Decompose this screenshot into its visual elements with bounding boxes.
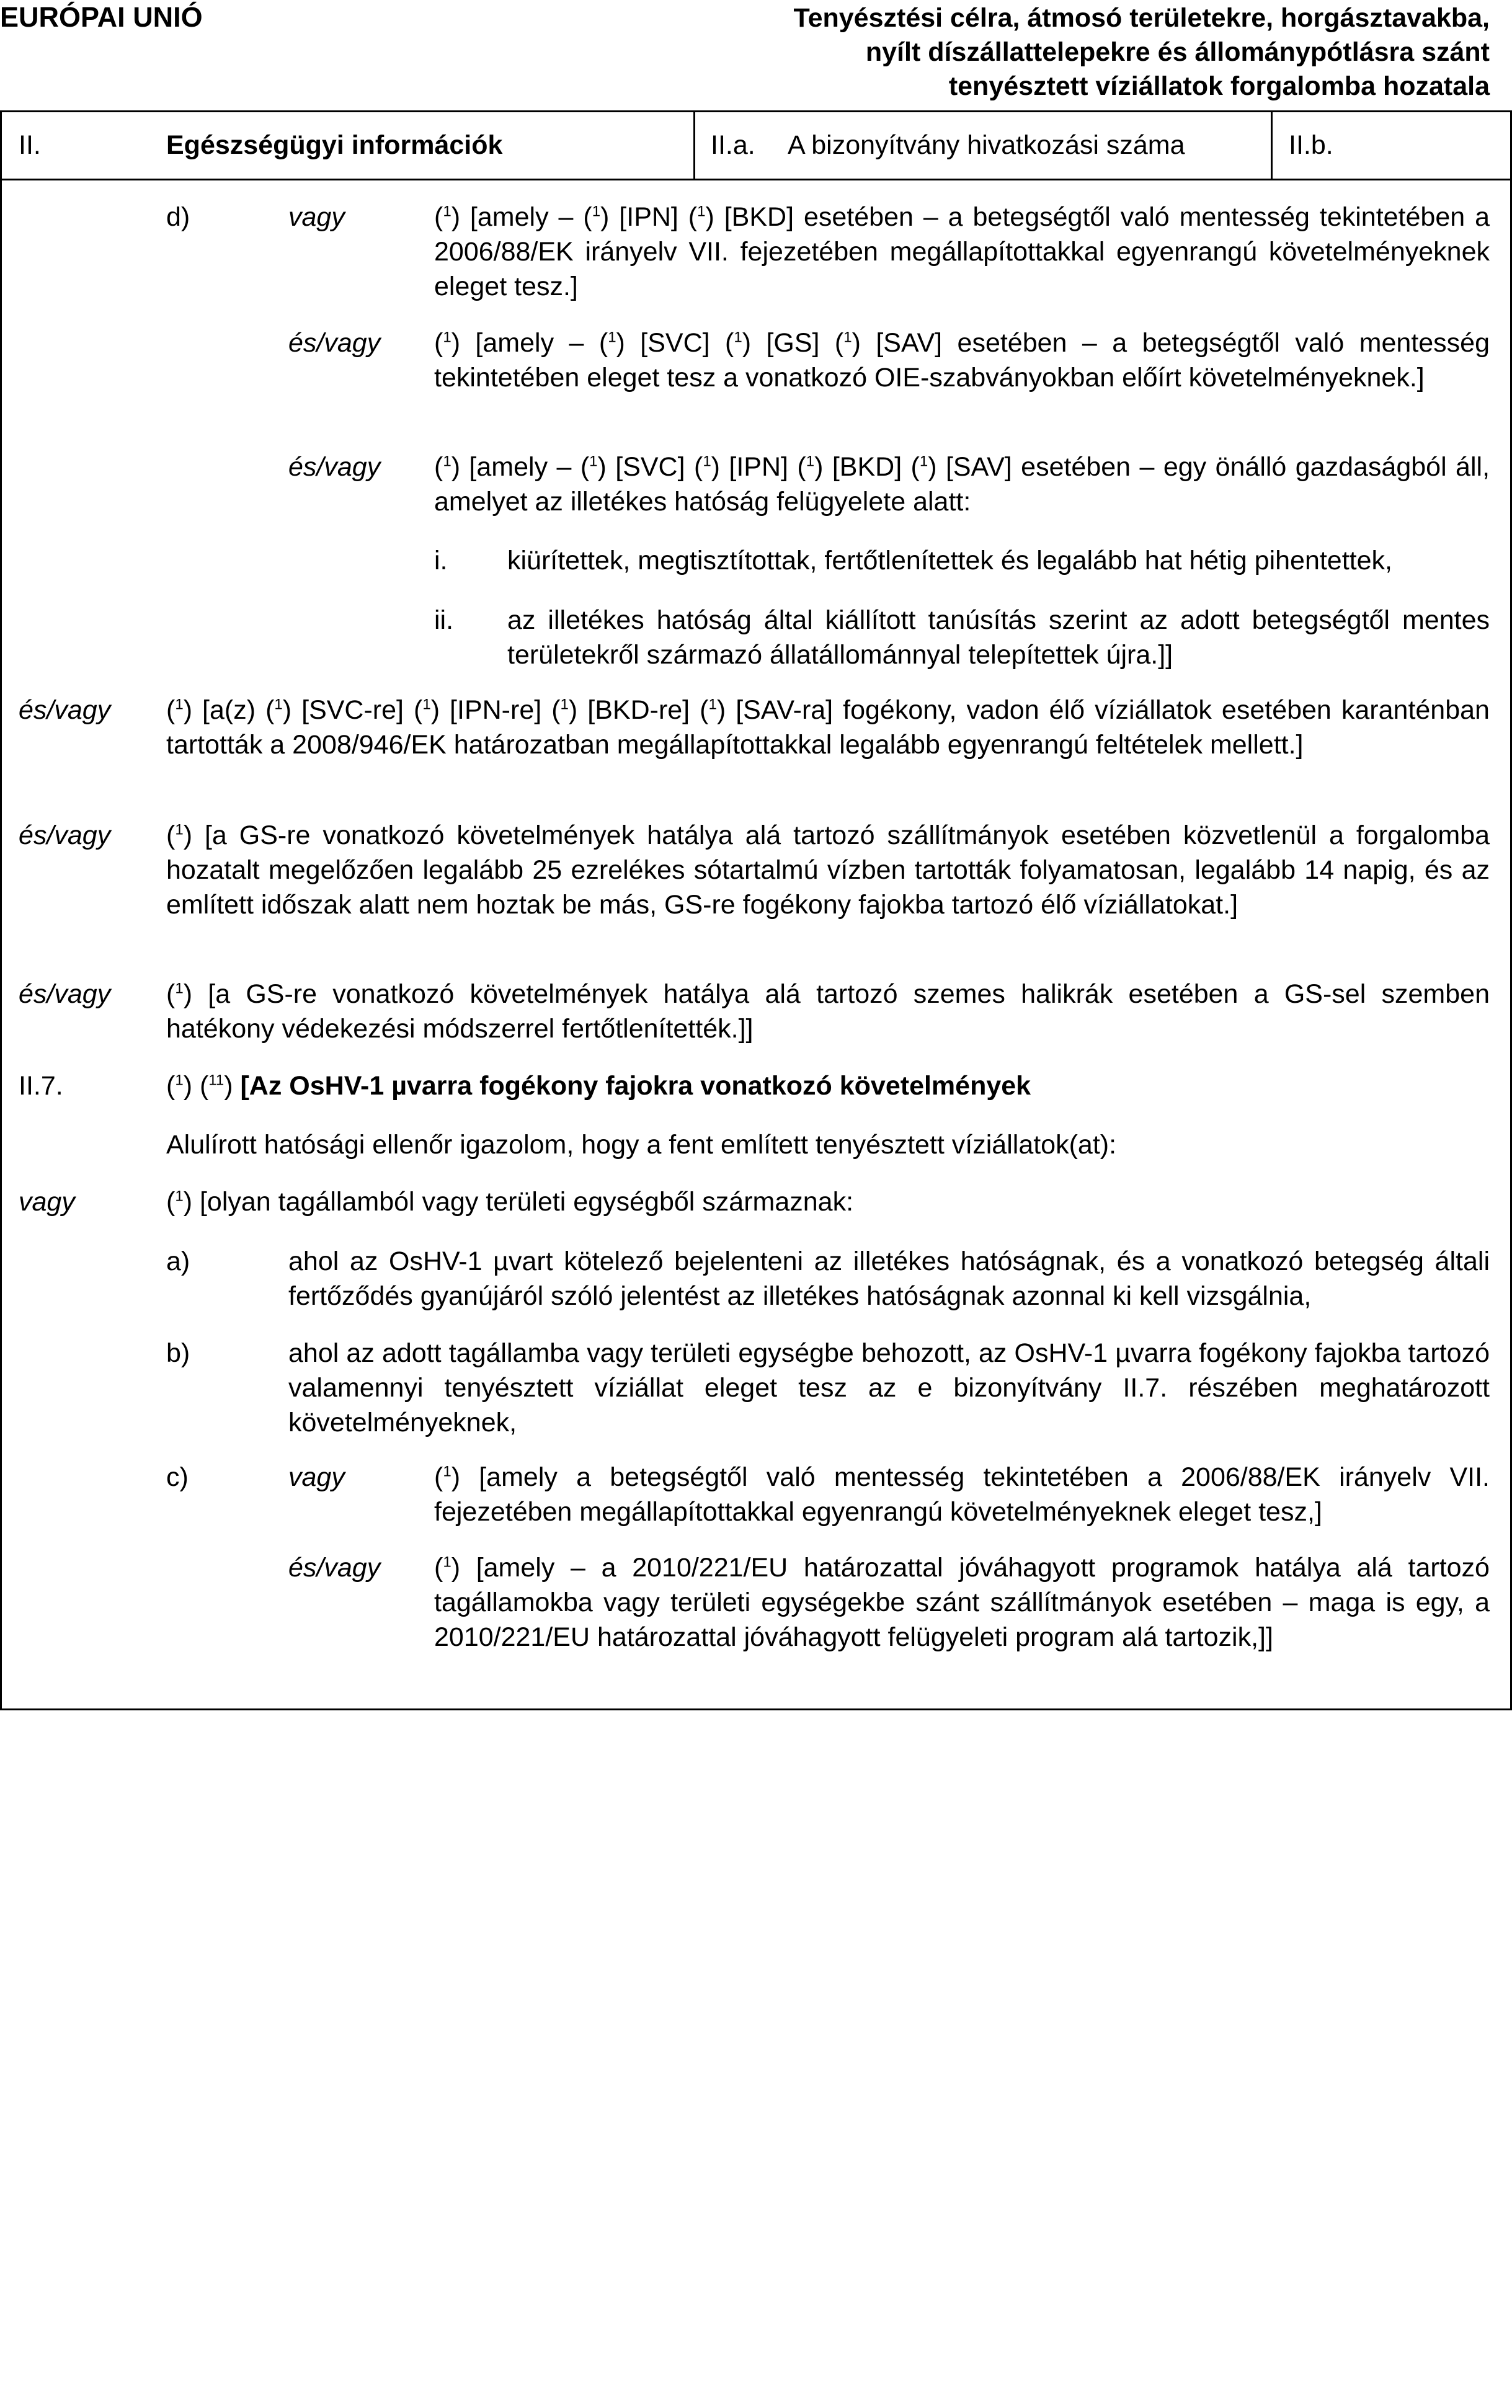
header-right-line-2: nyílt díszállattelepekre és állománypótlásra szánt [865, 37, 1490, 67]
item-c-text-2: ($^1$) [amely – a 2010/221/EU határozattal jóváhagyott programok hatálya alá tartozó tagállamokba vagy területi egységekbe szánt szállítmányok esetében – maga is egy, a 2010/221/EU határozattal jóváhagyott felügyeleti program alá tartozik,]] [434, 1553, 1490, 1652]
header-right-line-1: Tenyésztési célra, átmosó területekre, horgásztavakba, [793, 3, 1490, 33]
item-d-text-3: ($^1$) [amely – ($^1$) [SVC] ($^1$) [IPN] ($^1$) [BKD] ($^1$) [SAV] esetében – egy önálló gazdaságból áll, amelyet az illetékes hatóság felügyelete alatt: [434, 452, 1490, 517]
subitem-i-label: i. [434, 546, 448, 575]
table-bottom-border [0, 1708, 1512, 1710]
section-ii7-intro: Alulírott hatósági ellenőr igazolom, hogy a fent említett tenyésztett víziállatok(at): [166, 1130, 1117, 1160]
header-right-line-3: tenyésztett víziállatok forgalomba hozatala [948, 71, 1490, 101]
quarantine-text: ($^1$) [a(z) ($^1$) [SVC-re] ($^1$) [IPN-re] ($^1$) [BKD-re] ($^1$) [SAV-ra] fogékony, vadon élő víziállatok esetében karanténban tartották a 2008/946/EK határozatban megállapítottakkal legalább egyenrangú feltételek mellett.] [166, 695, 1490, 760]
subitem-ii-text: az illetékes hatóság által kiállított tanúsítás szerint az adott betegségtől mentes területekről származó állatállománnyal telepítettek újra.]] [507, 605, 1490, 670]
section-title: Egészségügyi információk [166, 130, 503, 160]
section-ii7-origin: ($^1$) [olyan tagállamból vagy területi egységből származnak: [166, 1187, 854, 1217]
gs2-conj: és/vagy [19, 979, 111, 1009]
header-right [559, 1, 1490, 104]
section-iib: II.b. [1289, 130, 1333, 160]
item-c-conj-esvagy: és/vagy [288, 1553, 381, 1583]
subitem-ii-label: ii. [434, 605, 454, 635]
item-d-label: d) [166, 202, 190, 232]
item-d-conj-vagy: vagy [288, 202, 345, 232]
table-left-border [0, 110, 2, 1710]
section-ii7-number: II.7. [19, 1071, 63, 1101]
header-divider-2 [1271, 110, 1273, 180]
table-header-bottom-border [0, 179, 1512, 180]
item-b-label: b) [166, 1338, 190, 1368]
section-ii7-title: ($^1$) ($^{11}$) [Az OsHV-1 µvarra fogékony fajokra vonatkozó követelmények [166, 1071, 1031, 1101]
section-ii7-conj: vagy [19, 1187, 75, 1217]
table-top-border [0, 110, 1512, 112]
reference-label: A bizonyítvány hivatkozási száma [788, 130, 1185, 160]
item-c-conj-vagy: vagy [288, 1462, 345, 1492]
item-a-text: ahol az OsHV-1 µvart kötelező bejelenteni az illetékes hatóságnak, és a vonatkozó betegség általi fertőződés gyanújáról szóló jelentést az illetékes hatóságnak azonnal ki kell vizsgálnia, [288, 1246, 1490, 1311]
item-c-label: c) [166, 1462, 189, 1492]
item-d-text-2: ($^1$) [amely – ($^1$) [SVC] ($^1$) [GS] ($^1$) [SAV] esetében – a betegségtől való mentesség tekintetében eleget tesz a vonatkozó OIE-szabványokban előírt követelményeknek.] [434, 328, 1490, 393]
item-c-text-1: ($^1$) [amely a betegségtől való mentesség tekintetében a 2006/88/EK irányelv VII. fejezetében megállapítottakkal egyenrangú követelményeknek eleget tesz,] [434, 1462, 1490, 1527]
item-d-conj-esvagy-2: és/vagy [288, 452, 381, 482]
header-divider-1 [693, 110, 695, 180]
gs1-conj: és/vagy [19, 820, 111, 850]
item-d-conj-esvagy-1: és/vagy [288, 328, 381, 358]
section-number: II. [19, 130, 41, 160]
quarantine-conj: és/vagy [19, 695, 111, 725]
gs2-text: ($^1$) [a GS-re vonatkozó követelmények hatálya alá tartozó szemes halikrák esetében a GS-sel szemben hatékony védekezési módszerrel fertőtlenítették.]] [166, 979, 1490, 1044]
gs1-text: ($^1$) [a GS-re vonatkozó követelmények hatálya alá tartozó szállítmányok esetében közvetlenül a forgalomba hozatalt megelőzően legalább 25 ezrelékes sótartalmú vízben tartották folyamatosan, legalább 14 napig, és az említett időszak alatt nem hoztak be más, GS-re fogékony fajokba tartozó élő víziállatokat.] [166, 820, 1490, 920]
reference-number-label: II.a. [711, 130, 755, 160]
item-a-label: a) [166, 1246, 190, 1276]
header-left: EURÓPAI UNIÓ [0, 1, 203, 33]
item-b-text: ahol az adott tagállamba vagy területi egységbe behozott, az OsHV-1 µvarra fogékony fajokba tartozó valamennyi tenyésztett víziállat eleget tesz az e bizonyítvány II.7. részében meghatározott követelményeknek, [288, 1338, 1490, 1437]
item-d-text-1: ($^1$) [amely – ($^1$) [IPN] ($^1$) [BKD] esetében – a betegségtől való mentesség tekintetében a 2006/88/EK irányelv VII. fejezetében megállapítottakkal egyenrangú követelményeknek eleget tesz.] [434, 202, 1490, 301]
subitem-i-text: kiürítettek, megtisztítottak, fertőtlenítettek és legalább hat hétig pihentettek, [507, 546, 1392, 575]
